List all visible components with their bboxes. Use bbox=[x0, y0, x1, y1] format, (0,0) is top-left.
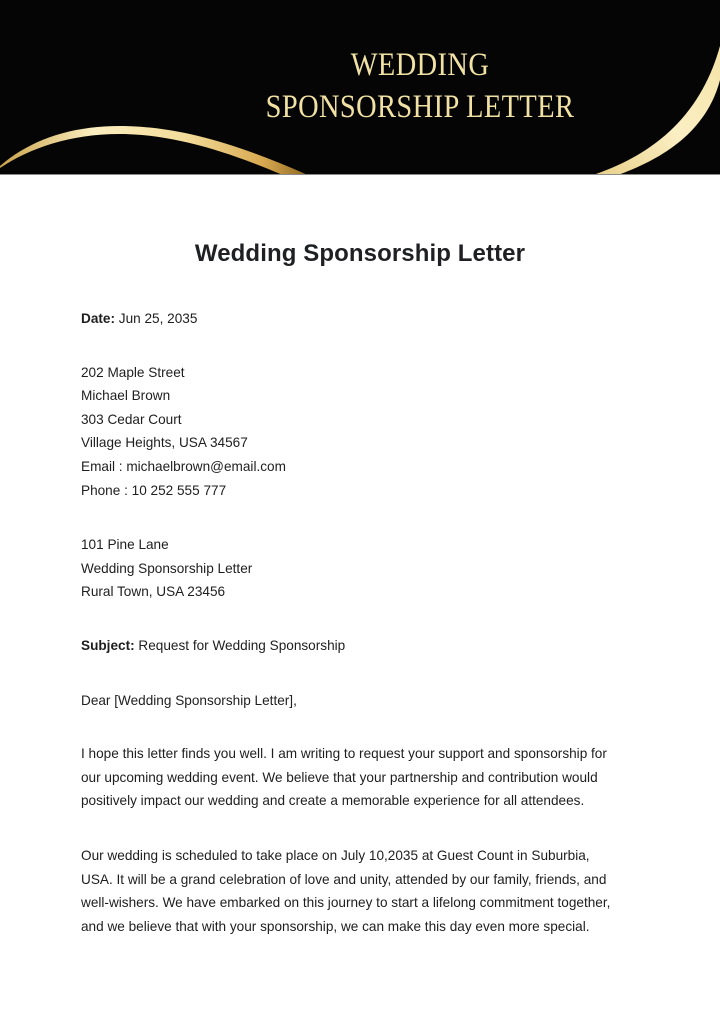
header-banner bbox=[0, 0, 720, 175]
sender-line: 303 Cedar Court bbox=[81, 412, 182, 427]
paragraph-line: USA. It will be a grand celebration of love and unity, attended by our family, friends, and bbox=[81, 871, 607, 887]
recipient-line: Rural Town, USA 23456 bbox=[81, 584, 226, 599]
paragraph-line: and we believe that with your sponsorship, we can make this day even more special. bbox=[81, 918, 590, 934]
date-value: Jun 25, 2035 bbox=[118, 311, 198, 326]
document-title: Wedding Sponsorship Letter bbox=[194, 240, 526, 267]
subject-label: Subject: bbox=[81, 638, 135, 653]
sender-email: Email : michaelbrown@email.com bbox=[81, 459, 286, 474]
banner-title bbox=[257, 44, 584, 128]
date-line bbox=[81, 311, 197, 326]
sender-phone: Phone : 10 252 555 777 bbox=[81, 483, 227, 498]
paragraph-line: I hope this letter finds you well. I am writing to request your support and sponsorship for bbox=[81, 746, 607, 761]
banner-title-line1: WEDDING bbox=[350, 47, 490, 83]
paragraph-line: well-wishers. We have embarked on this journey to start a lifelong commitment together, bbox=[81, 895, 611, 911]
body-paragraph-1 bbox=[81, 742, 661, 813]
sender-line: Village Heights, USA 34567 bbox=[81, 435, 248, 450]
recipient-line: 101 Pine Lane bbox=[81, 537, 169, 552]
body-paragraph-2 bbox=[81, 844, 661, 938]
sender-line: Michael Brown bbox=[81, 388, 171, 403]
subject-value: Request for Wedding Sponsorship bbox=[138, 638, 346, 653]
paragraph-line: our upcoming wedding event. We believe that your partnership and contribution would bbox=[81, 769, 598, 785]
recipient-line: Wedding Sponsorship Letter bbox=[81, 561, 253, 576]
date-label: Date: bbox=[81, 311, 115, 326]
paragraph-line: Our wedding is scheduled to take place on July 10,2035 at Guest Count in Suburbia, bbox=[81, 848, 590, 863]
subject-line bbox=[81, 638, 345, 653]
salutation: Dear [Wedding Sponsorship Letter], bbox=[81, 693, 297, 708]
paragraph-line: positively impact our wedding and create a memorable experience for all attendees. bbox=[81, 793, 585, 809]
sender-line: 202 Maple Street bbox=[81, 365, 185, 380]
banner-title-line2: SPONSORSHIP LETTER bbox=[265, 89, 575, 125]
